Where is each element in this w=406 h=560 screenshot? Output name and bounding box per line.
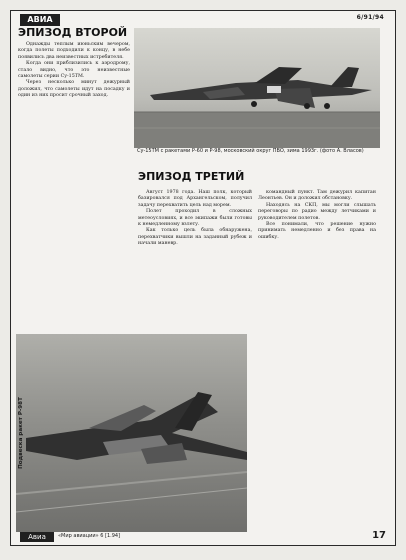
left-paragraph-3: Через несколько минут дежурный доложил, что самолеты идут на посадку и один из них просит срочный заход.	[18, 80, 130, 99]
left-column	[18, 42, 130, 100]
middle-column	[138, 190, 252, 248]
bottom-photo-caption: Подвеска ракет Р-98Т	[18, 397, 24, 469]
jet-bottom-svg	[16, 334, 247, 532]
jet-top-svg	[134, 28, 380, 148]
episode-three-title: ЭПИЗОД ТРЕТИЙ	[138, 170, 245, 183]
right-paragraph-1: командный пункт. Там дежурил капитан Леонтьев. Он и доложил обстановку.	[258, 190, 376, 202]
jet-photo-top	[134, 28, 380, 148]
right-paragraph-2: Находясь на СКП, мы могли слышать переговоры по радио между летчиками и руководителем полетов.	[258, 202, 376, 221]
issue-number: 6/91/94	[356, 14, 384, 21]
magazine-logo: АВИА	[20, 14, 60, 26]
right-column	[258, 190, 376, 241]
middle-paragraph-2: Полет проходил в сложных метеоусловиях, и все экипажи были готовы к немедленному взлету.	[138, 209, 252, 228]
left-paragraph-2: Когда они приблизились к аэродрому, стало видно, что это неизвестные самолеты серии Су-15ТМ.	[18, 61, 130, 80]
middle-paragraph-1: Август 1978 года. Наш полк, который базировался под Архангельском, получил задачу перехватить цель над морем.	[138, 190, 252, 208]
jet-photo-bottom	[16, 334, 247, 532]
footer-text: «Мир авиации» 6 [1.94]	[58, 533, 121, 539]
middle-paragraph-3: Как только цель была обнаружена, перехватчики вышли на заданный рубеж и начали маневр.	[138, 228, 252, 247]
episode-two-title: ЭПИЗОД ВТОРОЙ	[18, 26, 128, 39]
top-photo-caption: Су-15ТМ с ракетами Р-60 и Р-98, московский округ ПВО, зима 1993г. (фото А. Власов)	[137, 148, 364, 154]
page-number: 17	[372, 530, 386, 541]
footer-logo: Авиа	[20, 532, 54, 542]
left-paragraph-1: Однажды теплым июньским вечером, когда полеты подходили к концу, в небе появились два неизвестных истребителя.	[18, 42, 130, 60]
right-paragraph-3: Все понимали, что решение нужно принимать немедленно и без права на ошибку.	[258, 222, 376, 240]
